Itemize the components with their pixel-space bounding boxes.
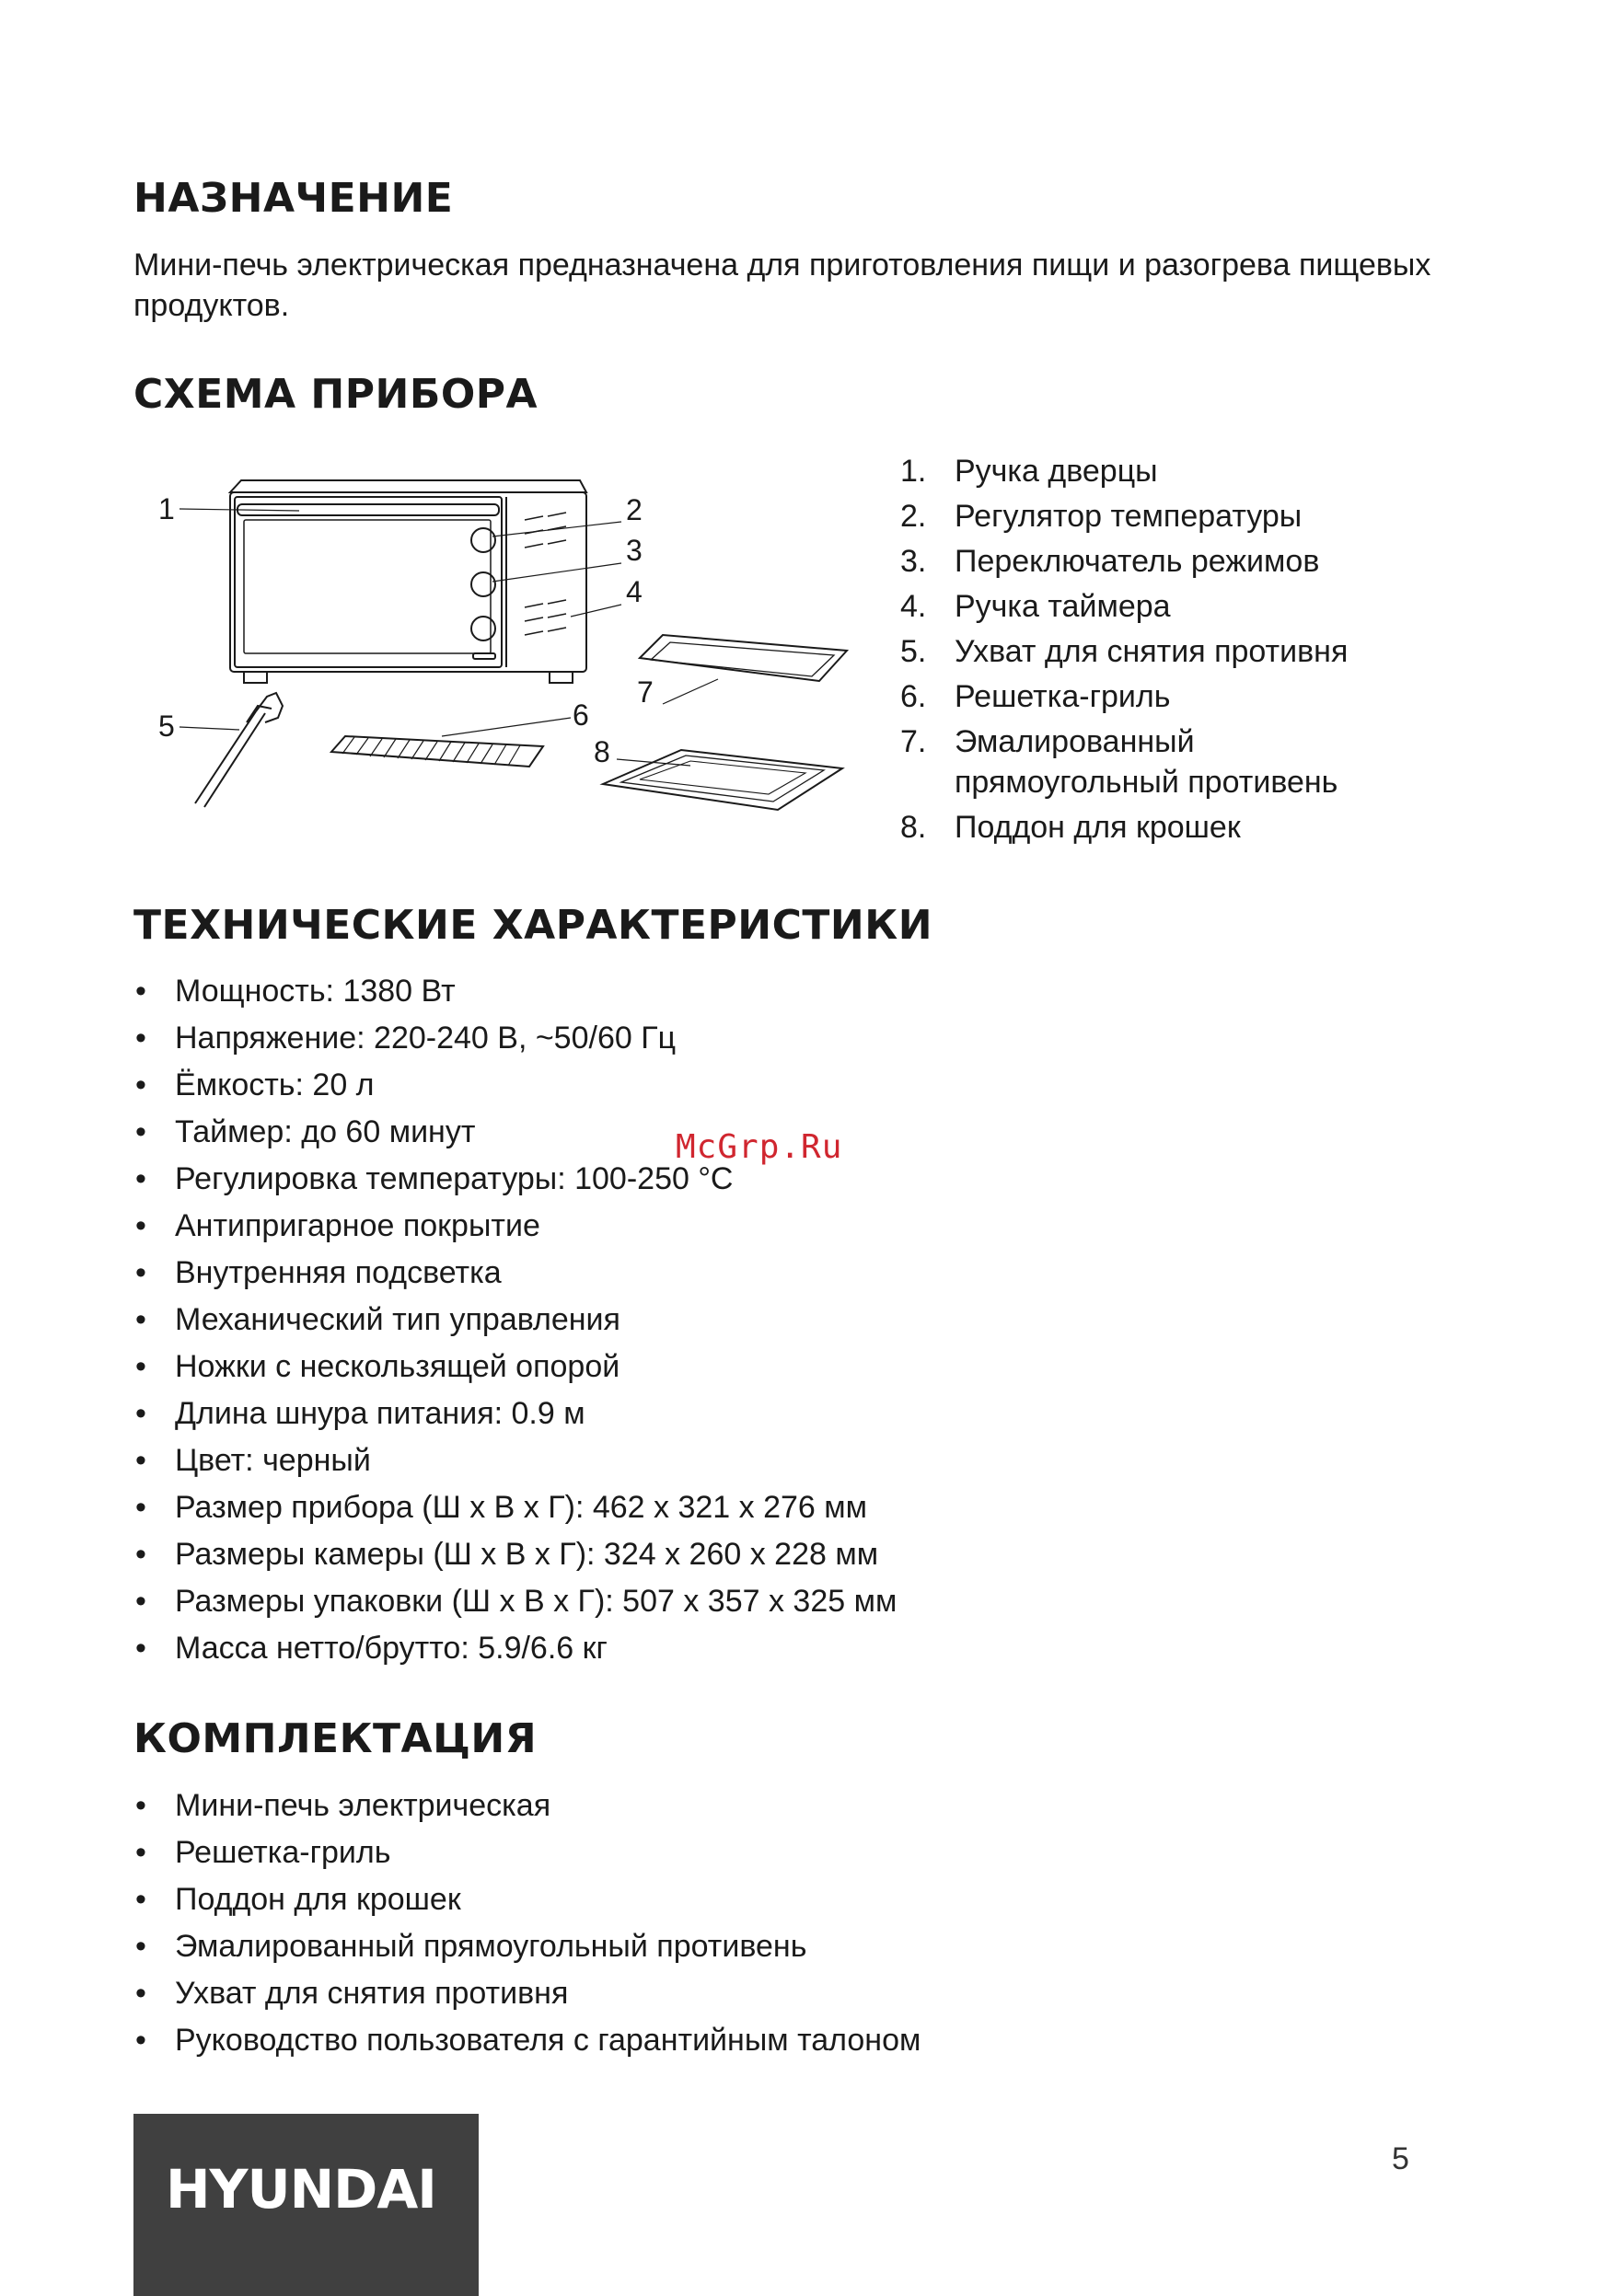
section-title-purpose: НАЗНАЧЕНИЕ	[133, 175, 454, 222]
spec-item: • Цвет: черный	[135, 1443, 371, 1478]
spec-item: • Размеры упаковки (Ш х В х Г): 507 х 357 х 325 мм	[135, 1584, 897, 1619]
parts-list-item: 6. Решетка-гриль	[900, 679, 1171, 714]
callout-6: 6	[573, 698, 589, 732]
callout-7: 7	[637, 675, 654, 709]
kit-item: • Мини-печь электрическая	[135, 1788, 551, 1823]
spec-item: • Механический тип управления	[135, 1302, 620, 1337]
oven-body	[230, 480, 586, 492]
knob-timer	[471, 617, 495, 640]
parts-list-item: 4. Ручка таймера	[900, 589, 1171, 624]
spec-item: • Антипригарное покрытие	[135, 1208, 540, 1243]
kit-item: • Ухват для снятия противня	[135, 1976, 569, 2011]
parts-list	[897, 451, 1487, 852]
brand-logo	[133, 2114, 479, 2296]
spec-item: • Длина шнура питания: 0.9 м	[135, 1396, 585, 1431]
grill-rack	[331, 736, 543, 767]
section-title-specs: ТЕХНИЧЕСКИЕ ХАРАКТЕРИСТИКИ	[133, 902, 933, 949]
kit-item: • Эмалированный прямоугольный противень	[135, 1929, 807, 1964]
spec-item: • Ёмкость: 20 л	[135, 1067, 375, 1102]
spec-item: • Напряжение: 220-240 В, ~50/60 Гц	[135, 1021, 677, 1056]
callout-1: 1	[158, 492, 175, 525]
parts-list-item: 2. Регулятор температуры	[900, 499, 1303, 534]
spec-item: • Ножки с нескользящей опорой	[135, 1349, 620, 1384]
section-title-kit: КОМПЛЕКТАЦИЯ	[133, 1715, 538, 1762]
parts-list-item: 3. Переключатель режимов	[900, 544, 1320, 579]
kit-list	[133, 1785, 921, 2067]
callout-5: 5	[158, 710, 175, 743]
callout-4: 4	[626, 575, 643, 608]
purpose-text: Мини-печь электрическая предназначена для приготовления пищи и разогрева пищевых продуктов.	[133, 248, 1431, 323]
knob-temperature	[471, 528, 495, 552]
oven-diagram	[138, 456, 865, 842]
parts-list-item: 1. Ручка дверцы	[900, 454, 1158, 489]
oven-door	[235, 497, 502, 667]
page-number: 5	[1392, 2141, 1409, 2176]
parts-list-item: 5. Ухват для снятия противня	[900, 634, 1349, 669]
spec-item: • Мощность: 1380 Вт	[135, 974, 456, 1009]
knob-mode	[471, 572, 495, 596]
spec-item: • Размер прибора (Ш х В х Г): 462 х 321 х 276 мм	[135, 1490, 868, 1525]
door-handle	[237, 504, 499, 515]
spec-item: • Внутренняя подсветка	[135, 1255, 502, 1290]
callout-3: 3	[626, 534, 643, 567]
spec-item: • Регулировка температуры: 100-250 °С	[135, 1161, 734, 1196]
brand-logo-text: HYUNDAI	[166, 2158, 436, 2221]
parts-list-item: 7. Эмалированный прямоугольный противень	[900, 724, 1338, 800]
callout-2: 2	[626, 493, 643, 526]
spec-item: • Размеры камеры (Ш х В х Г): 324 х 260 х 228 мм	[135, 1537, 879, 1572]
spec-item: • Таймер: до 60 минут	[135, 1114, 476, 1149]
watermark: McGrp.Ru	[676, 1128, 843, 1166]
kit-item: • Поддон для крошек	[135, 1882, 461, 1917]
oven-window	[244, 520, 491, 653]
spec-item: • Масса нетто/брутто: 5.9/6.6 кг	[135, 1631, 608, 1666]
callout-8: 8	[594, 735, 610, 768]
kit-item: • Решетка-гриль	[135, 1835, 391, 1870]
parts-list-item: 8. Поддон для крошек	[900, 810, 1241, 845]
tray-gripper	[195, 693, 283, 807]
specs-list	[133, 971, 897, 1675]
section-title-scheme: СХЕМА ПРИБОРА	[133, 371, 538, 418]
kit-item: • Руководство пользователя с гарантийным талоном	[135, 2023, 921, 2058]
